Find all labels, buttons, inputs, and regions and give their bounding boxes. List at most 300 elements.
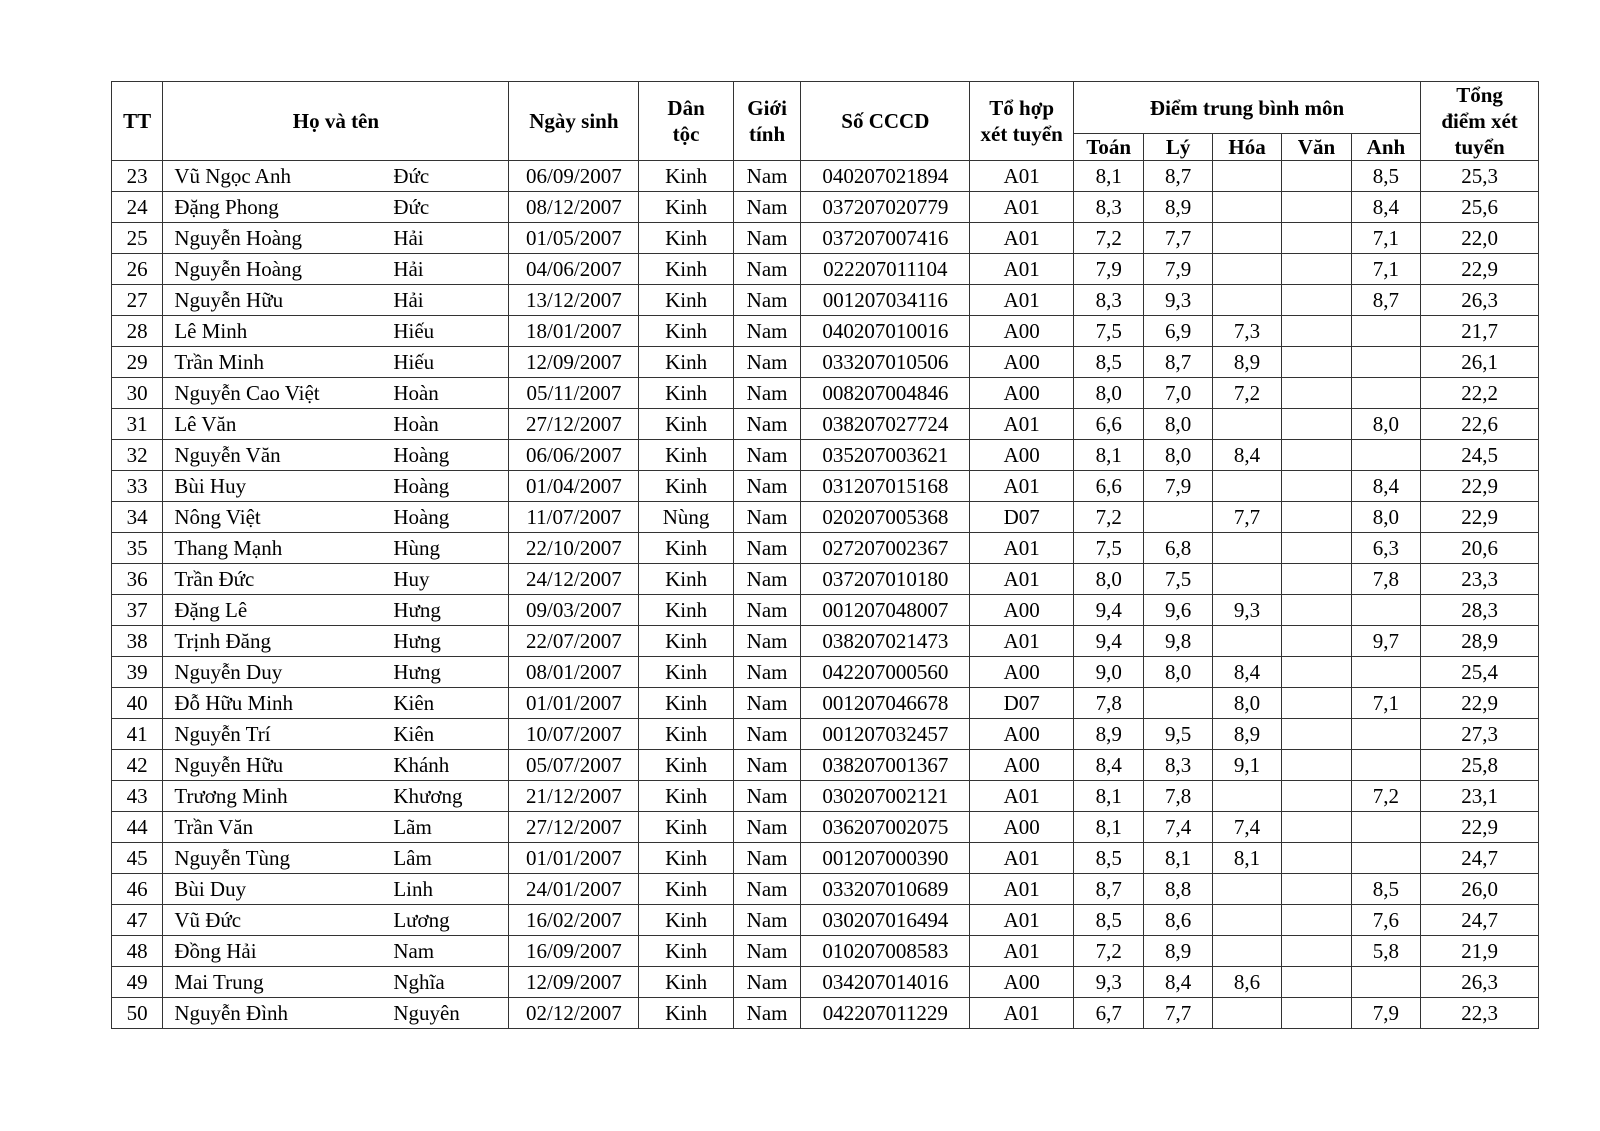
cell-gender: Nam bbox=[733, 719, 800, 750]
cell-total: 23,1 bbox=[1421, 781, 1539, 812]
header-ethnicity-line1: Dân bbox=[667, 96, 705, 120]
cell-physics: 8,8 bbox=[1144, 874, 1212, 905]
header-ethnicity bbox=[639, 82, 734, 161]
table-row bbox=[112, 812, 1539, 843]
cell-literature bbox=[1282, 564, 1351, 595]
cell-gender: Nam bbox=[733, 316, 800, 347]
header-subject-math: Toán bbox=[1073, 134, 1143, 161]
cell-english: 8,4 bbox=[1351, 192, 1420, 223]
cell-full-name bbox=[163, 378, 509, 409]
cell-chemistry: 8,4 bbox=[1212, 657, 1281, 688]
cell-tt: 40 bbox=[112, 688, 163, 719]
cell-id-number: 033207010506 bbox=[801, 347, 970, 378]
cell-chemistry: 8,9 bbox=[1212, 719, 1281, 750]
cell-full-name bbox=[163, 192, 509, 223]
first-name: Hưng bbox=[393, 628, 441, 653]
last-middle-name: Bùi Duy bbox=[174, 876, 247, 901]
cell-physics: 8,0 bbox=[1144, 409, 1212, 440]
cell-id-number: 037207007416 bbox=[801, 223, 970, 254]
cell-ethnicity: Kinh bbox=[639, 657, 734, 688]
cell-ethnicity: Kinh bbox=[639, 750, 734, 781]
cell-full-name bbox=[163, 347, 509, 378]
table-row bbox=[112, 316, 1539, 347]
cell-gender: Nam bbox=[733, 936, 800, 967]
cell-physics: 8,7 bbox=[1144, 347, 1212, 378]
cell-dob: 11/07/2007 bbox=[509, 502, 639, 533]
last-middle-name: Trần Đức bbox=[174, 566, 255, 591]
cell-dob: 02/12/2007 bbox=[509, 998, 639, 1029]
cell-combo: A01 bbox=[970, 564, 1074, 595]
first-name: Đức bbox=[393, 163, 430, 188]
cell-english bbox=[1351, 657, 1420, 688]
cell-physics: 7,7 bbox=[1144, 998, 1212, 1029]
cell-combo: A00 bbox=[970, 347, 1074, 378]
table-row bbox=[112, 378, 1539, 409]
first-name: Hoàng bbox=[393, 473, 450, 498]
cell-math: 7,5 bbox=[1073, 533, 1143, 564]
last-middle-name: Nguyễn Cao Việt bbox=[174, 380, 320, 405]
cell-total: 28,3 bbox=[1421, 595, 1539, 626]
cell-gender: Nam bbox=[733, 223, 800, 254]
cell-tt: 44 bbox=[112, 812, 163, 843]
cell-combo: A00 bbox=[970, 719, 1074, 750]
cell-tt: 27 bbox=[112, 285, 163, 316]
cell-dob: 08/01/2007 bbox=[509, 657, 639, 688]
cell-gender: Nam bbox=[733, 781, 800, 812]
cell-combo: A01 bbox=[970, 626, 1074, 657]
cell-dob: 06/06/2007 bbox=[509, 440, 639, 471]
cell-tt: 31 bbox=[112, 409, 163, 440]
cell-ethnicity: Kinh bbox=[639, 285, 734, 316]
cell-chemistry bbox=[1212, 409, 1281, 440]
first-name: Hải bbox=[393, 287, 424, 312]
cell-dob: 13/12/2007 bbox=[509, 285, 639, 316]
cell-gender: Nam bbox=[733, 378, 800, 409]
last-middle-name: Trần Văn bbox=[174, 814, 254, 839]
cell-literature bbox=[1282, 874, 1351, 905]
cell-ethnicity: Kinh bbox=[639, 874, 734, 905]
cell-full-name bbox=[163, 223, 509, 254]
cell-english: 8,7 bbox=[1351, 285, 1420, 316]
table-row bbox=[112, 347, 1539, 378]
header-total bbox=[1421, 82, 1539, 161]
cell-physics: 7,8 bbox=[1144, 781, 1212, 812]
cell-full-name bbox=[163, 564, 509, 595]
cell-gender: Nam bbox=[733, 161, 800, 192]
cell-id-number: 038207021473 bbox=[801, 626, 970, 657]
cell-gender: Nam bbox=[733, 905, 800, 936]
cell-tt: 29 bbox=[112, 347, 163, 378]
cell-physics: 9,6 bbox=[1144, 595, 1212, 626]
cell-combo: A01 bbox=[970, 843, 1074, 874]
last-middle-name: Lê Văn bbox=[174, 411, 237, 436]
last-middle-name: Bùi Huy bbox=[174, 473, 247, 498]
cell-ethnicity: Kinh bbox=[639, 192, 734, 223]
cell-math: 7,2 bbox=[1073, 936, 1143, 967]
cell-full-name bbox=[163, 843, 509, 874]
cell-ethnicity: Kinh bbox=[639, 161, 734, 192]
cell-literature bbox=[1282, 595, 1351, 626]
cell-total: 21,7 bbox=[1421, 316, 1539, 347]
first-name: Lãm bbox=[393, 814, 432, 839]
first-name: Kiên bbox=[393, 690, 435, 715]
cell-ethnicity: Kinh bbox=[639, 781, 734, 812]
cell-ethnicity: Kinh bbox=[639, 595, 734, 626]
header-combo-line1: Tổ hợp bbox=[989, 96, 1055, 120]
first-name: Huy bbox=[393, 566, 430, 591]
cell-math: 8,5 bbox=[1073, 843, 1143, 874]
cell-gender: Nam bbox=[733, 750, 800, 781]
cell-combo: A01 bbox=[970, 905, 1074, 936]
cell-combo: A00 bbox=[970, 750, 1074, 781]
cell-id-number: 022207011104 bbox=[801, 254, 970, 285]
cell-gender: Nam bbox=[733, 874, 800, 905]
cell-full-name bbox=[163, 285, 509, 316]
cell-tt: 39 bbox=[112, 657, 163, 688]
cell-full-name bbox=[163, 595, 509, 626]
cell-chemistry bbox=[1212, 905, 1281, 936]
cell-chemistry bbox=[1212, 533, 1281, 564]
cell-math: 8,1 bbox=[1073, 812, 1143, 843]
cell-literature bbox=[1282, 502, 1351, 533]
cell-total: 20,6 bbox=[1421, 533, 1539, 564]
cell-tt: 38 bbox=[112, 626, 163, 657]
cell-ethnicity: Kinh bbox=[639, 223, 734, 254]
cell-literature bbox=[1282, 626, 1351, 657]
table-row bbox=[112, 781, 1539, 812]
cell-physics: 9,8 bbox=[1144, 626, 1212, 657]
cell-dob: 01/01/2007 bbox=[509, 843, 639, 874]
cell-tt: 34 bbox=[112, 502, 163, 533]
cell-id-number: 040207010016 bbox=[801, 316, 970, 347]
cell-dob: 01/01/2007 bbox=[509, 688, 639, 719]
first-name: Lâm bbox=[393, 845, 432, 870]
cell-total: 28,9 bbox=[1421, 626, 1539, 657]
first-name: Hoàng bbox=[393, 442, 450, 467]
cell-math: 7,2 bbox=[1073, 223, 1143, 254]
cell-dob: 08/12/2007 bbox=[509, 192, 639, 223]
cell-full-name bbox=[163, 657, 509, 688]
cell-literature bbox=[1282, 223, 1351, 254]
last-middle-name: Mai Trung bbox=[174, 969, 264, 994]
header-gender-line2: tính bbox=[748, 122, 786, 146]
header-gender bbox=[733, 82, 800, 161]
cell-combo: A01 bbox=[970, 471, 1074, 502]
cell-english bbox=[1351, 967, 1420, 998]
last-middle-name: Đặng Phong bbox=[174, 194, 279, 219]
table-row bbox=[112, 626, 1539, 657]
last-middle-name: Nguyễn Trí bbox=[174, 721, 271, 746]
header-id-number: Số CCCD bbox=[801, 82, 970, 161]
cell-full-name bbox=[163, 812, 509, 843]
cell-physics: 8,0 bbox=[1144, 440, 1212, 471]
cell-full-name bbox=[163, 781, 509, 812]
cell-physics bbox=[1144, 688, 1212, 719]
cell-ethnicity: Kinh bbox=[639, 812, 734, 843]
cell-id-number: 037207020779 bbox=[801, 192, 970, 223]
cell-gender: Nam bbox=[733, 533, 800, 564]
cell-chemistry bbox=[1212, 564, 1281, 595]
header-subject-physics: Lý bbox=[1144, 134, 1212, 161]
cell-tt: 43 bbox=[112, 781, 163, 812]
cell-physics: 6,9 bbox=[1144, 316, 1212, 347]
first-name: Đức bbox=[393, 194, 430, 219]
cell-total: 22,9 bbox=[1421, 812, 1539, 843]
cell-id-number: 027207002367 bbox=[801, 533, 970, 564]
cell-combo: A00 bbox=[970, 316, 1074, 347]
cell-math: 8,5 bbox=[1073, 347, 1143, 378]
first-name: Kiên bbox=[393, 721, 435, 746]
cell-total: 24,7 bbox=[1421, 905, 1539, 936]
header-tt: TT bbox=[112, 82, 163, 161]
cell-total: 22,3 bbox=[1421, 998, 1539, 1029]
cell-combo: A01 bbox=[970, 409, 1074, 440]
cell-combo: A00 bbox=[970, 812, 1074, 843]
first-name: Hải bbox=[393, 225, 424, 250]
cell-math: 8,1 bbox=[1073, 781, 1143, 812]
cell-dob: 22/10/2007 bbox=[509, 533, 639, 564]
cell-id-number: 034207014016 bbox=[801, 967, 970, 998]
cell-tt: 30 bbox=[112, 378, 163, 409]
cell-chemistry bbox=[1212, 998, 1281, 1029]
cell-english bbox=[1351, 843, 1420, 874]
cell-full-name bbox=[163, 502, 509, 533]
table-body bbox=[112, 161, 1539, 1029]
cell-full-name bbox=[163, 688, 509, 719]
cell-math: 7,9 bbox=[1073, 254, 1143, 285]
last-middle-name: Nguyễn Hữu bbox=[174, 752, 284, 777]
cell-gender: Nam bbox=[733, 595, 800, 626]
cell-english: 7,1 bbox=[1351, 688, 1420, 719]
cell-math: 8,0 bbox=[1073, 378, 1143, 409]
cell-combo: A01 bbox=[970, 533, 1074, 564]
cell-combo: A01 bbox=[970, 936, 1074, 967]
cell-chemistry bbox=[1212, 781, 1281, 812]
last-middle-name: Đặng Lê bbox=[174, 597, 248, 622]
cell-literature bbox=[1282, 905, 1351, 936]
cell-math: 8,3 bbox=[1073, 192, 1143, 223]
cell-literature bbox=[1282, 843, 1351, 874]
cell-literature bbox=[1282, 533, 1351, 564]
cell-dob: 21/12/2007 bbox=[509, 781, 639, 812]
first-name: Hoàn bbox=[393, 411, 439, 436]
table-row bbox=[112, 285, 1539, 316]
cell-gender: Nam bbox=[733, 688, 800, 719]
cell-ethnicity: Kinh bbox=[639, 843, 734, 874]
cell-literature bbox=[1282, 812, 1351, 843]
cell-tt: 24 bbox=[112, 192, 163, 223]
cell-id-number: 031207015168 bbox=[801, 471, 970, 502]
table-row bbox=[112, 471, 1539, 502]
cell-total: 27,3 bbox=[1421, 719, 1539, 750]
cell-id-number: 001207034116 bbox=[801, 285, 970, 316]
cell-ethnicity: Kinh bbox=[639, 719, 734, 750]
cell-english bbox=[1351, 750, 1420, 781]
admission-score-table bbox=[111, 81, 1539, 1029]
cell-literature bbox=[1282, 781, 1351, 812]
cell-combo: A00 bbox=[970, 440, 1074, 471]
first-name: Hải bbox=[393, 256, 424, 281]
cell-chemistry bbox=[1212, 874, 1281, 905]
last-middle-name: Trịnh Đăng bbox=[174, 628, 271, 653]
cell-physics: 8,7 bbox=[1144, 161, 1212, 192]
cell-ethnicity: Kinh bbox=[639, 967, 734, 998]
cell-math: 8,1 bbox=[1073, 161, 1143, 192]
header-subject-literature: Văn bbox=[1282, 134, 1351, 161]
cell-combo: A01 bbox=[970, 874, 1074, 905]
cell-combo: D07 bbox=[970, 688, 1074, 719]
cell-physics: 7,9 bbox=[1144, 254, 1212, 285]
cell-english: 7,9 bbox=[1351, 998, 1420, 1029]
cell-total: 23,3 bbox=[1421, 564, 1539, 595]
cell-chemistry: 9,1 bbox=[1212, 750, 1281, 781]
header-total-line2: điểm xét bbox=[1441, 109, 1518, 133]
last-middle-name: Nguyễn Hoàng bbox=[174, 225, 303, 250]
cell-full-name bbox=[163, 750, 509, 781]
cell-literature bbox=[1282, 347, 1351, 378]
cell-id-number: 035207003621 bbox=[801, 440, 970, 471]
first-name: Lương bbox=[393, 907, 450, 932]
cell-chemistry: 9,3 bbox=[1212, 595, 1281, 626]
cell-ethnicity: Nùng bbox=[639, 502, 734, 533]
cell-literature bbox=[1282, 998, 1351, 1029]
cell-physics: 8,9 bbox=[1144, 192, 1212, 223]
cell-english: 7,8 bbox=[1351, 564, 1420, 595]
cell-english bbox=[1351, 595, 1420, 626]
cell-english: 8,0 bbox=[1351, 502, 1420, 533]
table-row bbox=[112, 657, 1539, 688]
cell-literature bbox=[1282, 285, 1351, 316]
cell-math: 8,7 bbox=[1073, 874, 1143, 905]
last-middle-name: Nguyễn Hoàng bbox=[174, 256, 303, 281]
cell-total: 22,9 bbox=[1421, 688, 1539, 719]
table-row bbox=[112, 192, 1539, 223]
cell-full-name bbox=[163, 905, 509, 936]
cell-total: 25,3 bbox=[1421, 161, 1539, 192]
table-row bbox=[112, 719, 1539, 750]
cell-ethnicity: Kinh bbox=[639, 471, 734, 502]
first-name: Hiếu bbox=[393, 318, 435, 343]
cell-ethnicity: Kinh bbox=[639, 564, 734, 595]
last-middle-name: Trương Minh bbox=[174, 783, 288, 808]
cell-combo: A01 bbox=[970, 192, 1074, 223]
cell-id-number: 001207048007 bbox=[801, 595, 970, 626]
cell-full-name bbox=[163, 254, 509, 285]
cell-id-number: 033207010689 bbox=[801, 874, 970, 905]
cell-literature bbox=[1282, 750, 1351, 781]
cell-english bbox=[1351, 347, 1420, 378]
cell-math: 9,0 bbox=[1073, 657, 1143, 688]
cell-total: 26,3 bbox=[1421, 285, 1539, 316]
cell-ethnicity: Kinh bbox=[639, 347, 734, 378]
cell-physics: 8,3 bbox=[1144, 750, 1212, 781]
cell-literature bbox=[1282, 254, 1351, 285]
cell-math: 9,4 bbox=[1073, 595, 1143, 626]
cell-english bbox=[1351, 719, 1420, 750]
table-row bbox=[112, 874, 1539, 905]
cell-physics: 7,0 bbox=[1144, 378, 1212, 409]
cell-english: 7,1 bbox=[1351, 254, 1420, 285]
last-middle-name: Vũ Đức bbox=[174, 907, 242, 932]
cell-total: 26,1 bbox=[1421, 347, 1539, 378]
cell-physics: 8,4 bbox=[1144, 967, 1212, 998]
cell-math: 6,6 bbox=[1073, 471, 1143, 502]
cell-full-name bbox=[163, 316, 509, 347]
cell-tt: 32 bbox=[112, 440, 163, 471]
cell-chemistry bbox=[1212, 626, 1281, 657]
cell-id-number: 001207046678 bbox=[801, 688, 970, 719]
cell-physics: 7,9 bbox=[1144, 471, 1212, 502]
cell-english: 7,2 bbox=[1351, 781, 1420, 812]
table-row bbox=[112, 533, 1539, 564]
cell-physics: 9,5 bbox=[1144, 719, 1212, 750]
cell-combo: A00 bbox=[970, 967, 1074, 998]
first-name: Khương bbox=[393, 783, 463, 808]
table-row bbox=[112, 254, 1539, 285]
cell-combo: A01 bbox=[970, 161, 1074, 192]
cell-dob: 22/07/2007 bbox=[509, 626, 639, 657]
cell-full-name bbox=[163, 409, 509, 440]
last-middle-name: Đỗ Hữu Minh bbox=[174, 690, 294, 715]
table-row bbox=[112, 998, 1539, 1029]
header-full-name: Họ và tên bbox=[163, 82, 509, 161]
cell-chemistry bbox=[1212, 936, 1281, 967]
table-row bbox=[112, 967, 1539, 998]
cell-literature bbox=[1282, 316, 1351, 347]
cell-chemistry: 7,3 bbox=[1212, 316, 1281, 347]
table-row bbox=[112, 843, 1539, 874]
first-name: Nguyên bbox=[393, 1000, 460, 1025]
cell-math: 7,2 bbox=[1073, 502, 1143, 533]
cell-total: 22,9 bbox=[1421, 502, 1539, 533]
cell-literature bbox=[1282, 192, 1351, 223]
first-name: Hiếu bbox=[393, 349, 435, 374]
last-middle-name: Đồng Hải bbox=[174, 938, 257, 963]
cell-tt: 25 bbox=[112, 223, 163, 254]
cell-tt: 49 bbox=[112, 967, 163, 998]
cell-combo: A01 bbox=[970, 998, 1074, 1029]
cell-literature bbox=[1282, 440, 1351, 471]
cell-total: 21,9 bbox=[1421, 936, 1539, 967]
cell-tt: 36 bbox=[112, 564, 163, 595]
cell-full-name bbox=[163, 471, 509, 502]
cell-literature bbox=[1282, 967, 1351, 998]
last-middle-name: Nguyễn Hữu bbox=[174, 287, 284, 312]
table-row bbox=[112, 564, 1539, 595]
cell-dob: 16/02/2007 bbox=[509, 905, 639, 936]
first-name: Nghĩa bbox=[393, 969, 445, 994]
cell-chemistry bbox=[1212, 161, 1281, 192]
table-row bbox=[112, 688, 1539, 719]
cell-gender: Nam bbox=[733, 285, 800, 316]
first-name: Hoàng bbox=[393, 504, 450, 529]
cell-physics: 7,5 bbox=[1144, 564, 1212, 595]
cell-gender: Nam bbox=[733, 471, 800, 502]
cell-ethnicity: Kinh bbox=[639, 626, 734, 657]
cell-chemistry: 7,7 bbox=[1212, 502, 1281, 533]
cell-physics: 8,6 bbox=[1144, 905, 1212, 936]
cell-full-name bbox=[163, 967, 509, 998]
cell-gender: Nam bbox=[733, 626, 800, 657]
cell-id-number: 038207001367 bbox=[801, 750, 970, 781]
cell-combo: D07 bbox=[970, 502, 1074, 533]
last-middle-name: Nguyễn Đình bbox=[174, 1000, 289, 1025]
cell-english: 6,3 bbox=[1351, 533, 1420, 564]
cell-gender: Nam bbox=[733, 657, 800, 688]
cell-combo: A00 bbox=[970, 378, 1074, 409]
table-row bbox=[112, 161, 1539, 192]
cell-dob: 06/09/2007 bbox=[509, 161, 639, 192]
